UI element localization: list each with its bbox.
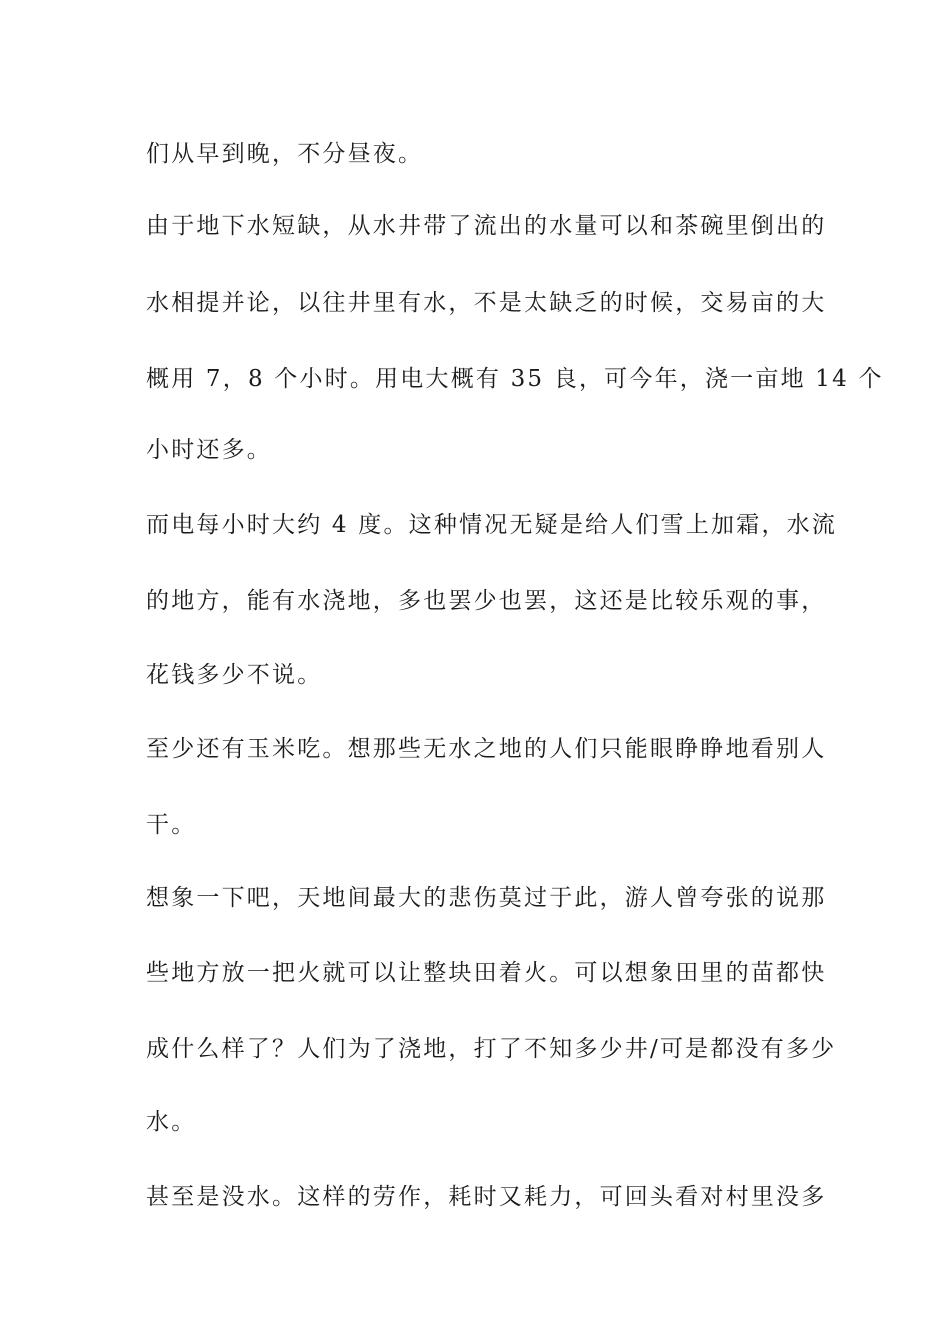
text-line: 由于地下水短缺，从水井带了流出的水量可以和茶碗里倒出的 xyxy=(146,213,827,239)
text-line: 甚至是没水。这样的劳作，耗时又耗力，可回头看对村里没多 xyxy=(146,1184,827,1210)
text-line: 些地方放一把火就可以让整块田着火。可以想象田里的苗都快 xyxy=(146,960,827,986)
text-line: 花钱多少不说。 xyxy=(146,662,323,688)
text-line: 至少还有玉米吃。想那些无水之地的人们只能眼睁睁地看别人 xyxy=(146,736,827,762)
text-line: 而电每小时大约 4 度。这种情况无疑是给人们雪上加霜，水流 xyxy=(146,512,838,538)
text-line: 的地方，能有水浇地，多也罢少也罢，这还是比较乐观的事， xyxy=(146,588,827,614)
text-line: 概用 7，8 个小时。用电大概有 35 良，可今年，浇一亩地 14 个 xyxy=(146,366,884,392)
text-line: 想象一下吧，天地间最大的悲伤莫过于此，游人曾夸张的说那 xyxy=(146,885,827,911)
text-line: 干。 xyxy=(146,812,197,838)
text-line: 小时还多。 xyxy=(146,437,272,463)
text-line: 成什么样了？人们为了浇地，打了不知多少井/可是都没有多少 xyxy=(146,1036,837,1062)
text-line: 水相提并论，以往井里有水，不是太缺乏的时候，交易亩的大 xyxy=(146,290,827,316)
text-line: 水。 xyxy=(146,1109,197,1135)
text-line: 们从早到晚，不分昼夜。 xyxy=(146,141,424,167)
